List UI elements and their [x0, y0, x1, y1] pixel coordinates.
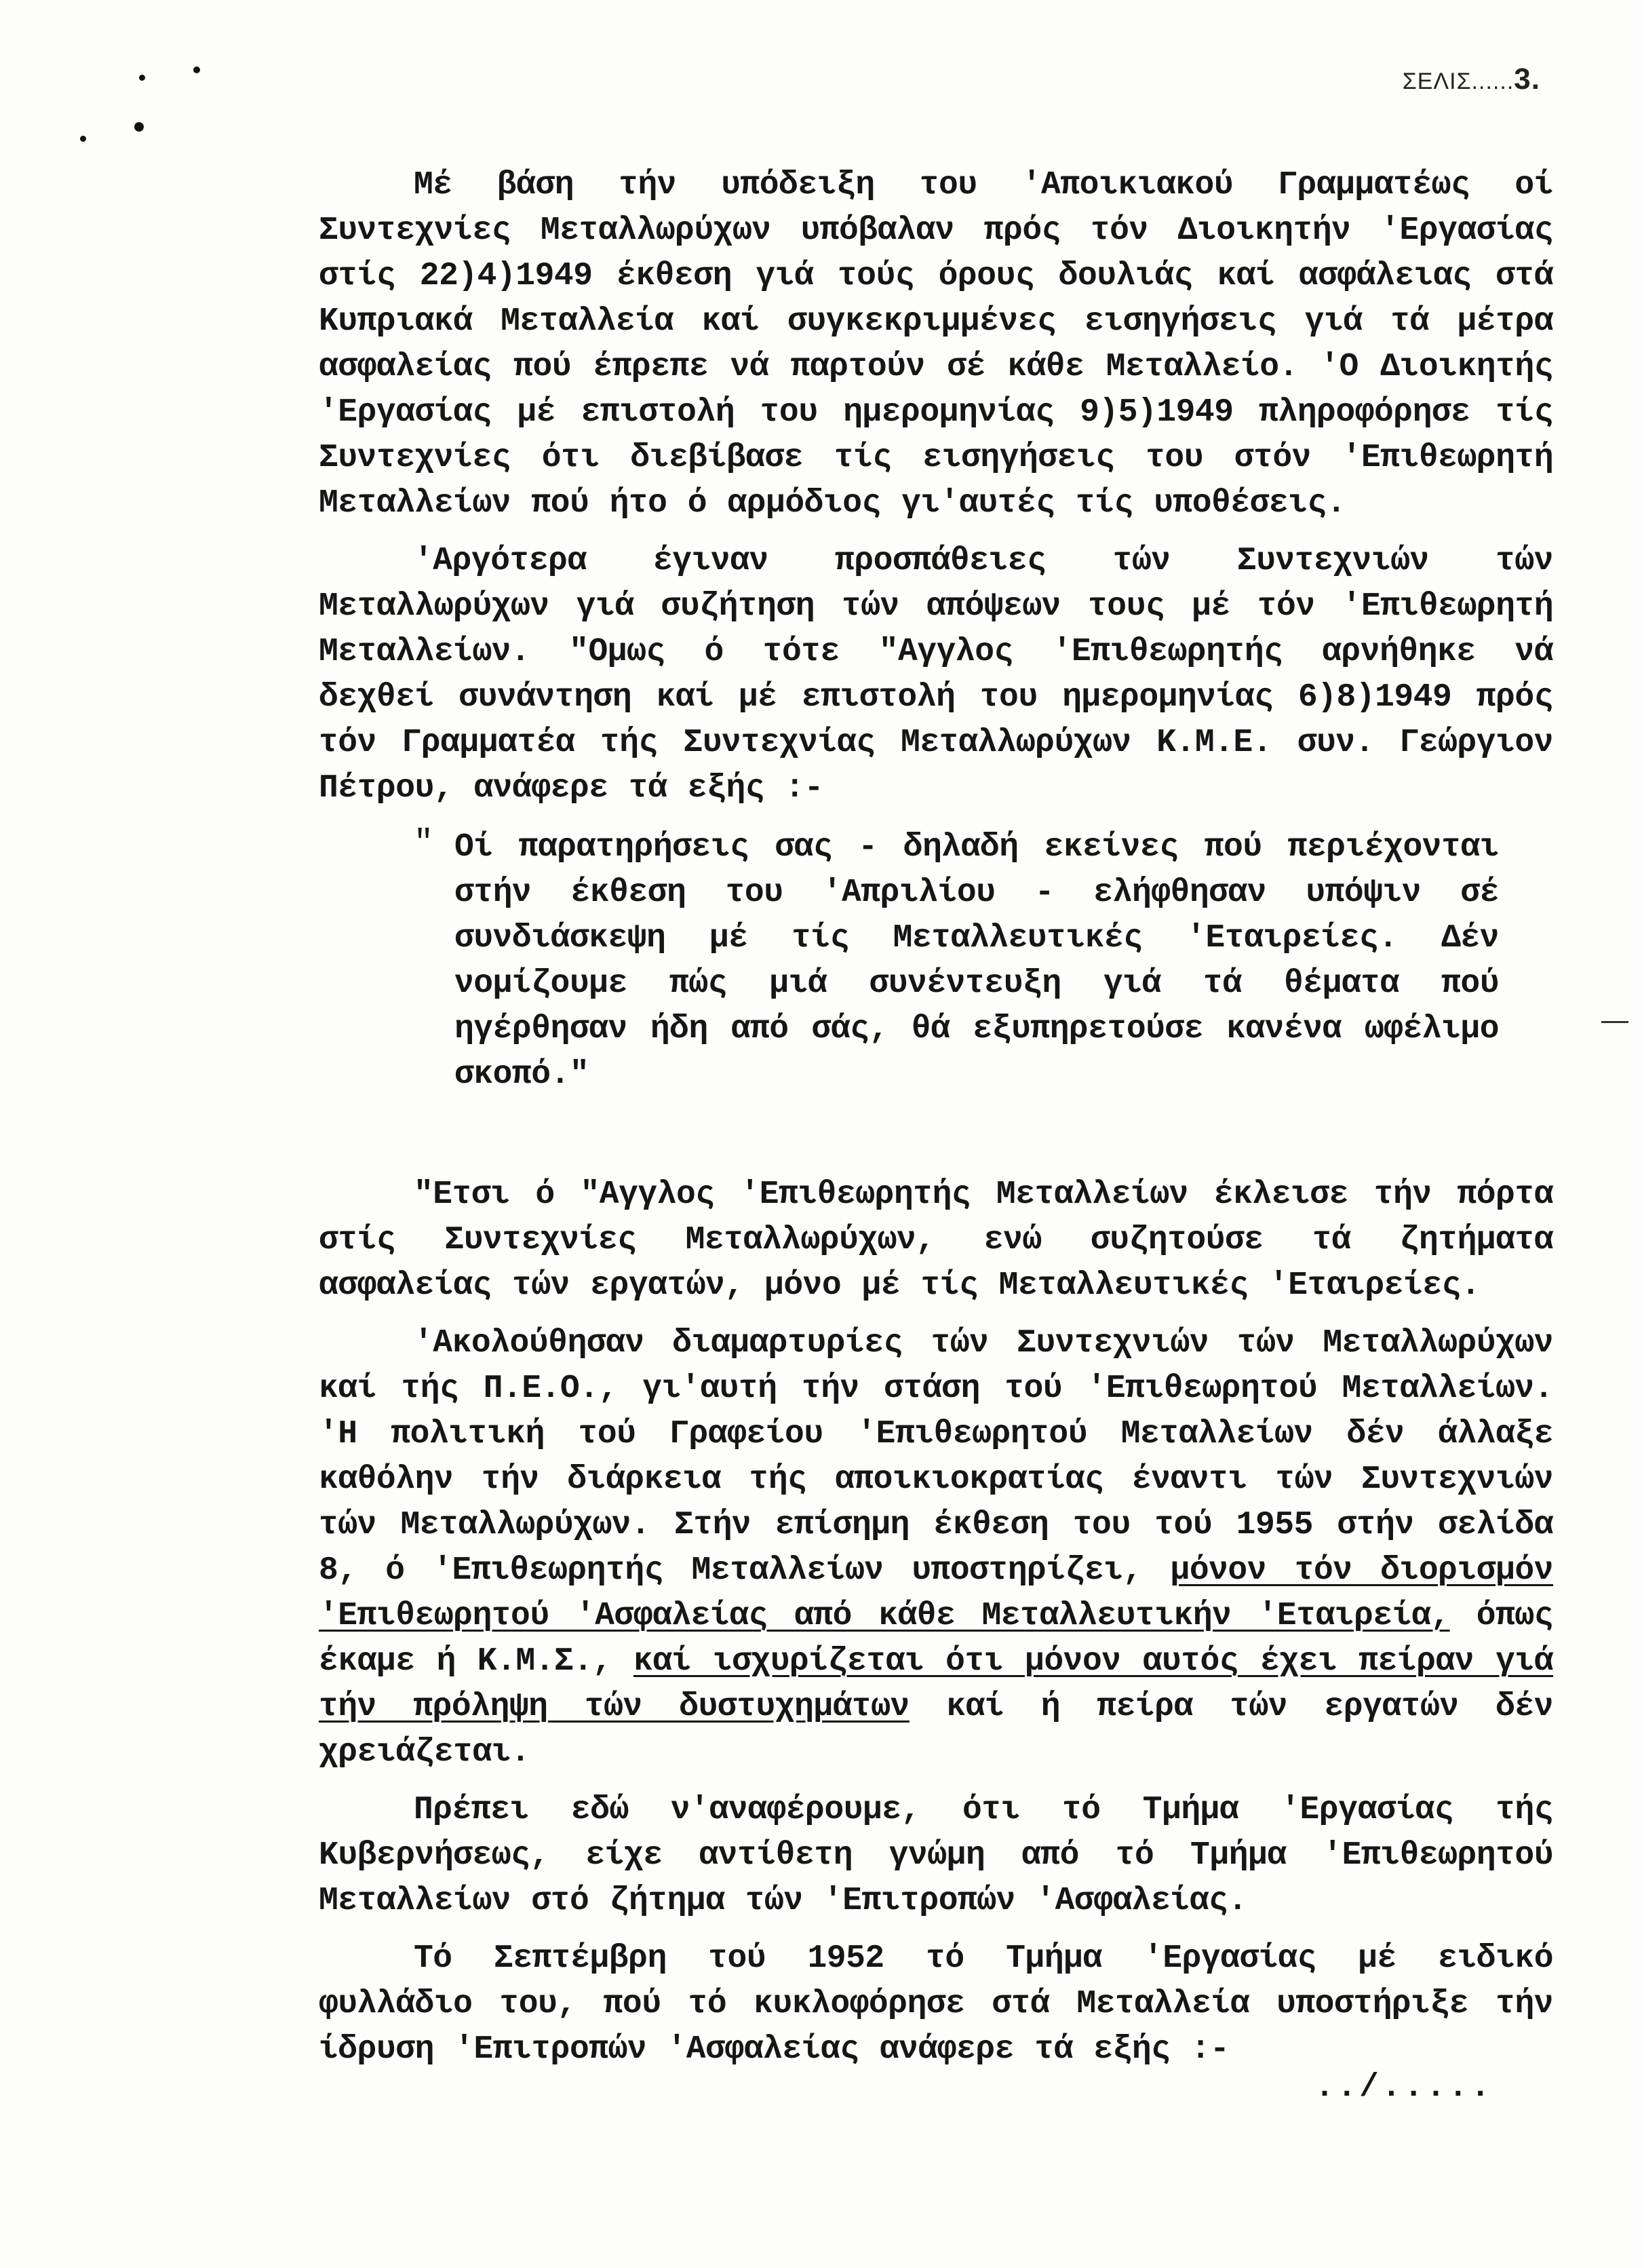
paragraph-4-underlined-2: καί ισχυρίζεται ότι μόνον αυτός έχει πείραν γιά τήν πρόληψη τών δυστυχημάτων: [319, 1643, 1553, 1725]
margin-mark: [1601, 1021, 1628, 1023]
paragraph-4-text-c: καί ή πείρα τών εργατών δέν χρειάζεται.: [319, 1689, 1553, 1771]
paragraph-2: 'Αργότερα έγιναν προσπάθειες τών Συντεχνιών τών Μεταλλωρύχων γιά συζήτηση τών απόψεων τους μέ τόν 'Επιθεωρητή Μεταλλείων. "Ομως ό τότε "Αγγλος 'Επιθεωρητής αρνήθηκε νά δεχθεί συνάντηση καί μέ επιστολή του ημερομηνίας 6)8)1949 πρός τόν Γραμματέα τής Συντεχνίας Μεταλλωρύχων Κ.Μ.Ε. συν. Γεώργιον Πέτρου, ανάφερε τά εξής :-: [319, 543, 1553, 807]
ink-speck: [193, 66, 200, 73]
ink-speck: [80, 136, 86, 142]
continuation-mark: ../.....: [1314, 2069, 1493, 2106]
paragraph-4: [319, 1321, 1553, 1775]
paragraph-1: Μέ βάση τήν υπόδειξη του 'Αποικιακού Γραμματέως οί Συντεχνίες Μεταλλωρύχων υπόβαλαν πρός τόν Διοικητήν 'Εργασίας στίς 22)4)1949 έκθεση γιά τούς όρους δουλιάς καί ασφάλειας στά Κυπριακά Μεταλλεία καί συγκεκριμμένες εισηγήσεις γιά τά μέτρα ασφαλείας πού έπρεπε νά παρτούν σέ κάθε Μεταλλείο. 'Ο Διοικητής 'Εργασίας μέ επιστολή του ημερομηνίας 9)5)1949 πληροφόρησε τίς Συντεχνίες ότι διεβίβασε τίς εισηγήσεις του στόν 'Επιθεωρητή Μεταλλείων πού ήτο ό αρμόδιος γι'αυτές τίς υποθέσεις.: [319, 167, 1553, 522]
paragraph-4-text-b: όπως έκαμε ή Κ.Μ.Σ.,: [319, 1598, 1553, 1680]
quoted-letter: [414, 825, 1499, 1098]
paragraph-4-text-a: 'Ακολούθησαν διαμαρτυρίες τών Συντεχνιών τών Μεταλλωρύχων καί τής Π.Ε.Ο., γι'αυτή τήν στάση τού 'Επιθεωρητού Μεταλλείων. 'Η πολιτική τού Γραφείου 'Επιθεωρητού Μεταλλείων δέν άλλαξε καθόλην τήν διάρκεια τής αποικιοκρατίας έναντι τών Συντεχνιών τών Μεταλλωρύχων. Στήν επίσημη έκθεση του τού 1955 στήν σελίδα 8, ό 'Επιθεωρητής Μεταλλείων υποστηρίζει,: [319, 1325, 1553, 1589]
document-body: [319, 163, 1553, 2085]
paragraph-4-underlined-1: μόνον τόν διορισμόν 'Επιθεωρητού 'Ασφαλείας από κάθε Μεταλλευτικήν 'Εταιρεία,: [319, 1552, 1553, 1634]
ink-speck: [139, 75, 145, 81]
paragraph-6: Τό Σεπτέμβρη τού 1952 τό Τμήμα 'Εργασίας μέ ειδικό φυλλάδιο του, πού τό κυκλοφόρησε στά Μεταλλεία υποστήριξε τήν ίδρυση 'Επιτροπών 'Ασφαλείας ανάφερε τά εξής :-: [319, 1940, 1553, 2068]
paragraph-3: "Ετσι ό "Αγγλος 'Επιθεωρητής Μεταλλείων έκλεισε τήν πόρτα στίς Συντεχνίες Μεταλλωρύχων, ενώ συζητούσε τά ζητήματα ασφαλείας τών εργατών, μόνο μέ τίς Μεταλλευτικές 'Εταιρείες.: [319, 1176, 1553, 1304]
quote-open-mark: ": [414, 825, 433, 862]
ink-speck: [134, 122, 144, 132]
page-header: [1403, 62, 1540, 96]
quote-text: Οί παρατηρήσεις σας - δηλαδή εκείνες πού περιέχονται στήν έκθεση του 'Απριλίου - ελήφθησαν υπόψιν σέ συνδιάσκεψη μέ τίς Μεταλλευτικές 'Εταιρείες. Δέν νομίζουμε πώς μιά συνέντευξη γιά τά θέματα πού ηγέρθησαν ήδη από σάς, θά εξυπηρετούσε κανένα ωφέλιμο σκοπό.": [454, 829, 1499, 1093]
page-number: 3.: [1514, 62, 1540, 96]
page-label: ΣΕΛΙΣ......: [1402, 69, 1514, 94]
paragraph-5: Πρέπει εδώ ν'αναφέρουμε, ότι τό Τμήμα 'Εργασίας τής Κυβερνήσεως, είχε αντίθετη γνώμη από τό Τμήμα 'Επιθεωρητού Μεταλλείων στό ζήτημα τών 'Επιτροπών 'Ασφαλείας.: [319, 1792, 1553, 1919]
